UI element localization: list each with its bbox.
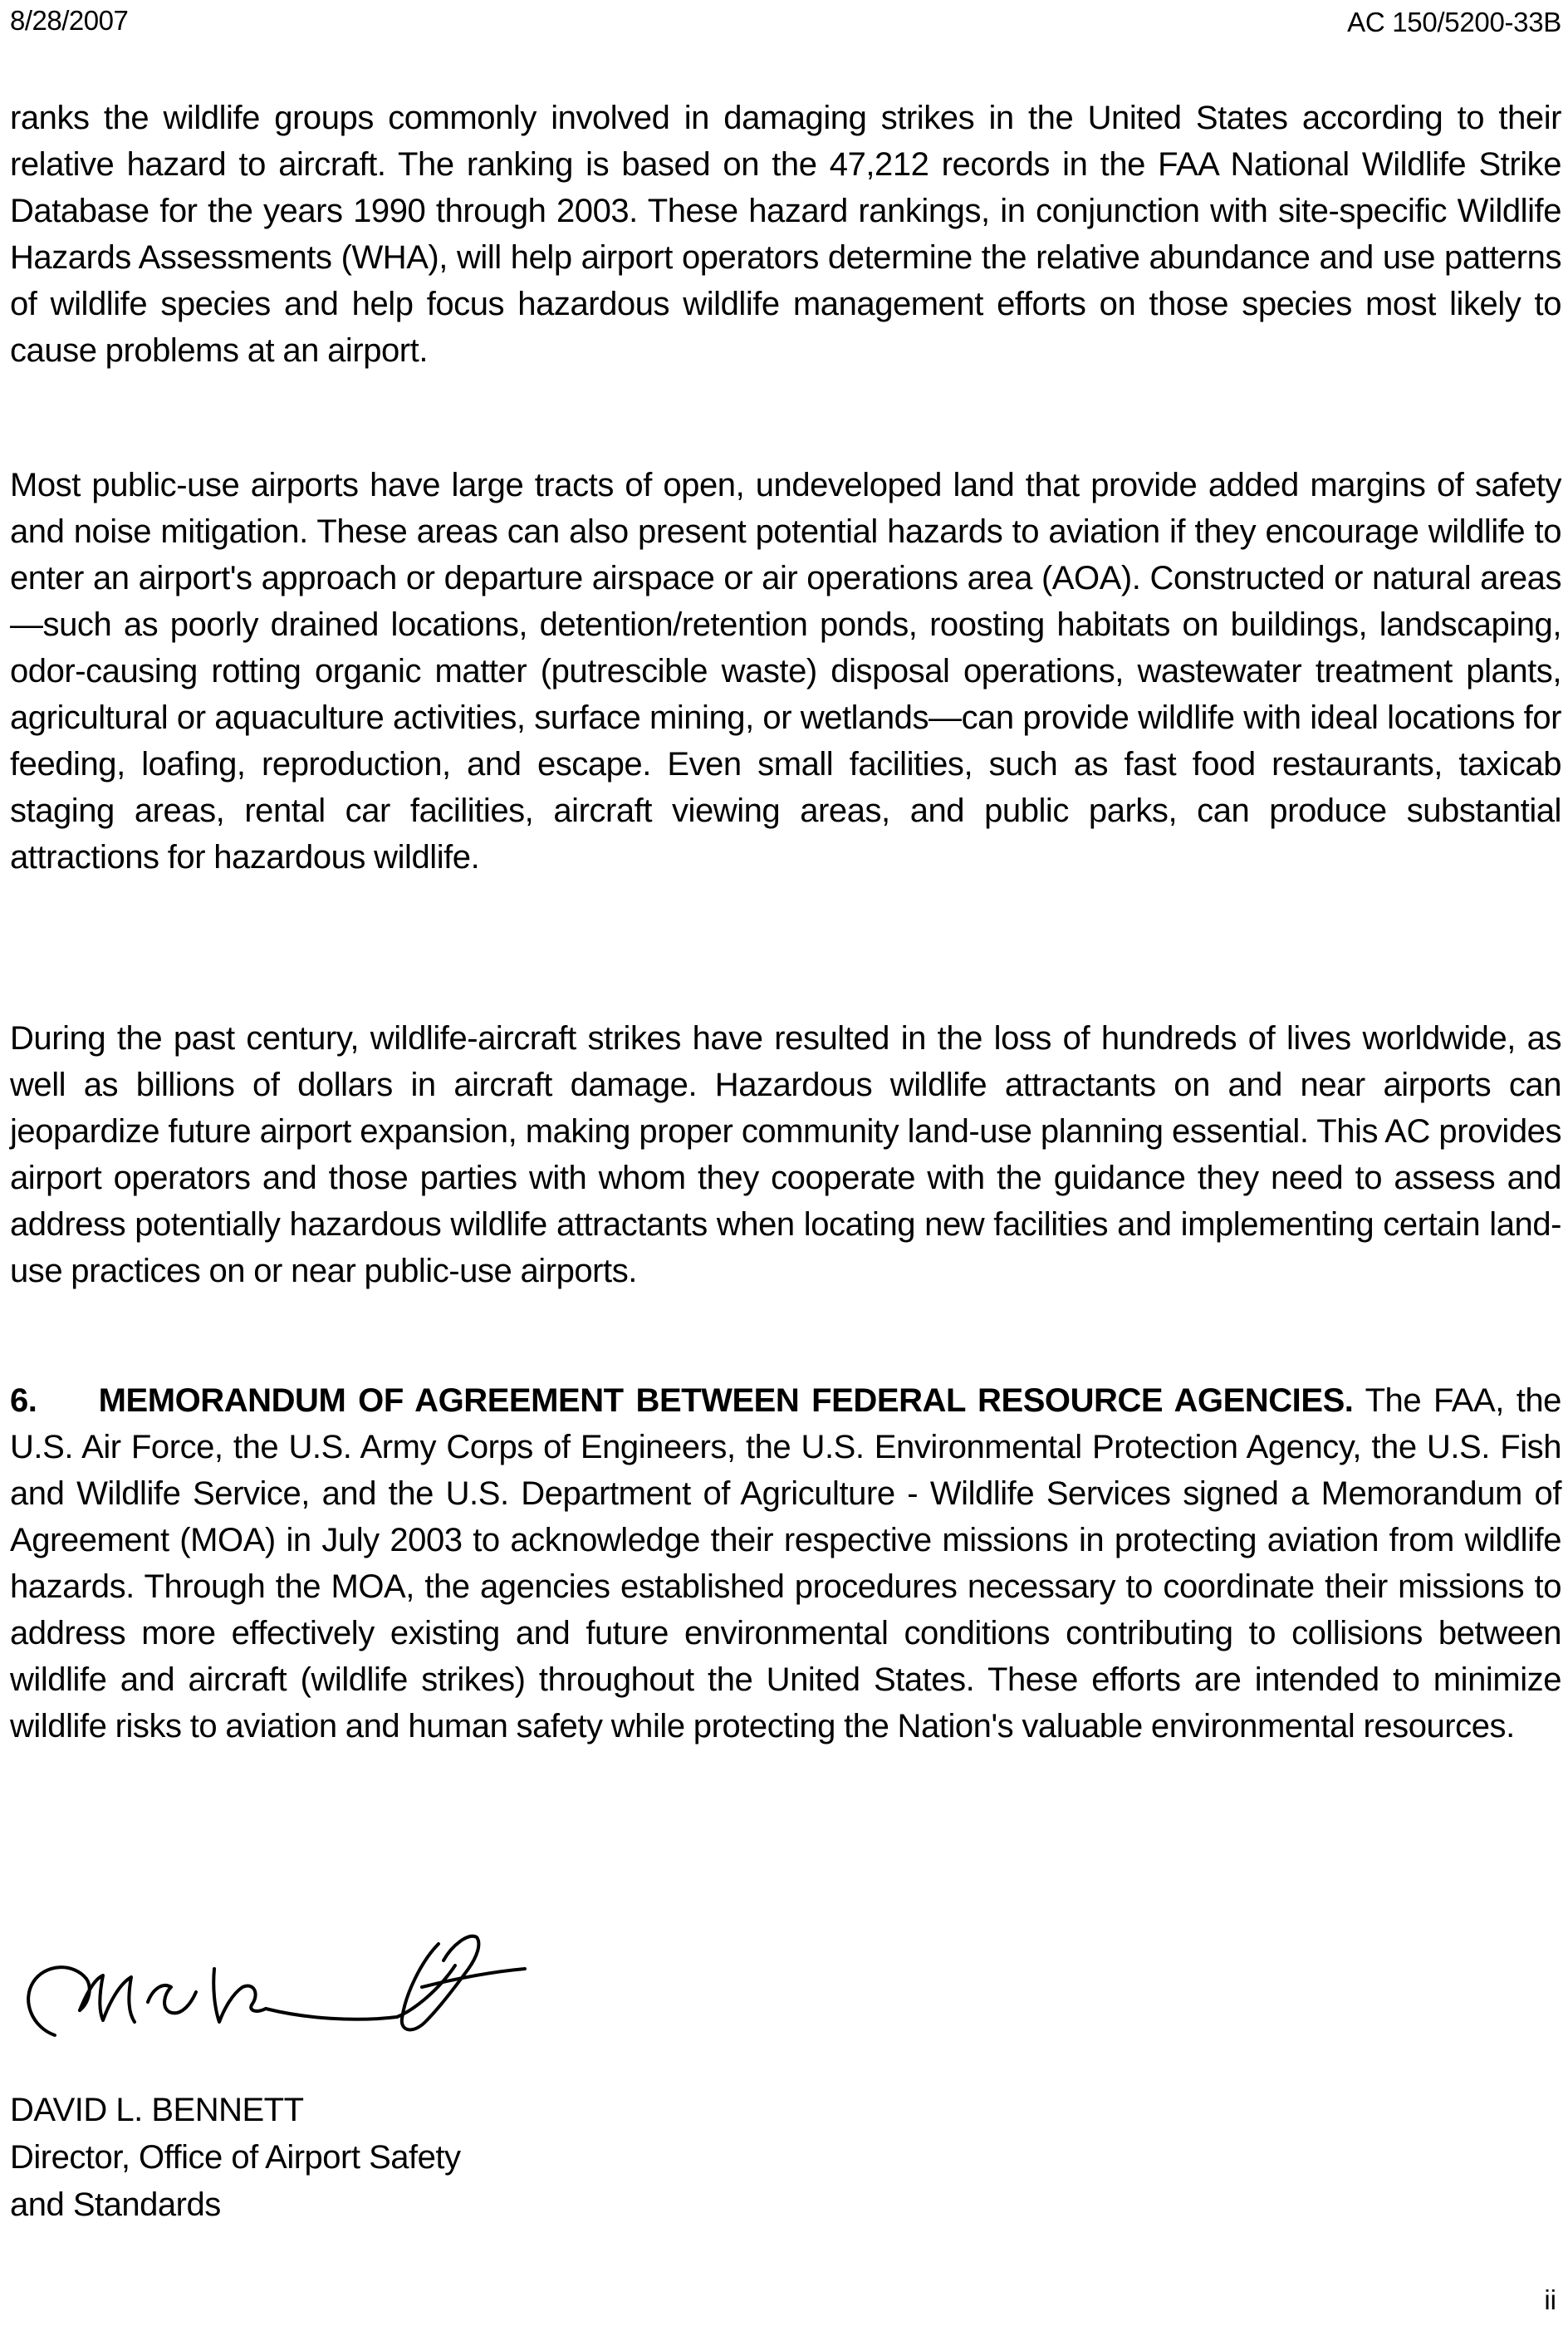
section-number: 6. <box>10 1382 37 1419</box>
signer-title-line-2: and Standards <box>10 2186 221 2223</box>
handwritten-signature <box>7 1911 571 2068</box>
signer-name: DAVID L. BENNETT <box>10 2092 304 2128</box>
paragraph-hazard-ranking: ranks the wildlife groups commonly involved in damaging strikes in the United States according to their relative hazard to aircraft. The ranking is based on the 47,212 records in the FAA National Wildlife Strike Database for the years 1990 through 2003. These hazard rankings, in conjunction with site-specific Wildlife Hazards Assessments (WHA), will help airport operators determine the relative abundance and use patterns of wildlife species and help focus hazardous wildlife management efforts on those species most likely to cause problems at an airport. <box>10 100 1561 369</box>
page-number: ii <box>1544 2284 1556 2315</box>
section-heading: MEMORANDUM OF AGREEMENT BETWEEN FEDERAL RESOURCE AGENCIES. <box>98 1382 1354 1419</box>
section-body: The FAA, the U.S. Air Force, the U.S. Army Corps of Engineers, the U.S. Environmental Protection Agency, the U.S. Fish and Wildlife Service, and the U.S. Department of Agriculture - Wildlife Services signed a Memorandum of Agreement (MOA) in July 2003 to acknowledge their respective missions in protecting aviation from wildlife hazards. Through the MOA, the agencies established procedures necessary to coordinate their missions to address more effectively existing and future environmental conditions contributing to collisions between wildlife and aircraft (wildlife strikes) throughout the United States. These efforts are intended to minimize wildlife risks to aviation and human safety while protecting the Nation's valuable environmental resources. <box>10 1382 1561 1744</box>
paragraph-strike-history: During the past century, wildlife-aircraft strikes have resulted in the loss of hundreds of lives worldwide, as well as billions of dollars in aircraft damage. Hazardous wildlife attractants on and near airports can jeopardize future airport expansion, making proper community land-use planning essential. This AC provides airport operators and those parties with whom they cooperate with the guidance they need to assess and address potentially hazardous wildlife attractants when locating new facilities and implementing certain land-use practices on or near public-use airports. <box>10 1020 1561 1289</box>
paragraph-airport-land: Most public-use airports have large tracts of open, undeveloped land that provide added margins of safety and noise mitigation. These areas can also present potential hazards to aviation if they encourage wildlife to enter an airport's approach or departure airspace or air operations area (AOA). Constructed or natural areas—such as poorly drained locations, detention/retention ponds, roosting habitats on buildings, landscaping, odor-causing rotting organic matter (putrescible waste) disposal operations, wastewater treatment plants, agricultural or aquaculture activities, surface mining, or wetlands—can provide wildlife with ideal locations for feeding, loafing, reproduction, and escape. Even small facilities, such as fast food restaurants, taxicab staging areas, rental car facilities, aircraft viewing areas, and public parks, can produce substantial attractions for hazardous wildlife. <box>10 467 1561 876</box>
header-date: 8/28/2007 <box>10 5 129 36</box>
header-document-id: AC 150/5200-33B <box>1347 7 1561 37</box>
section-6-memorandum <box>10 1377 1561 1749</box>
signer-block <box>10 2087 461 2229</box>
signer-title-line-1: Director, Office of Airport Safety <box>10 2139 461 2176</box>
signature-image <box>7 1911 571 2068</box>
